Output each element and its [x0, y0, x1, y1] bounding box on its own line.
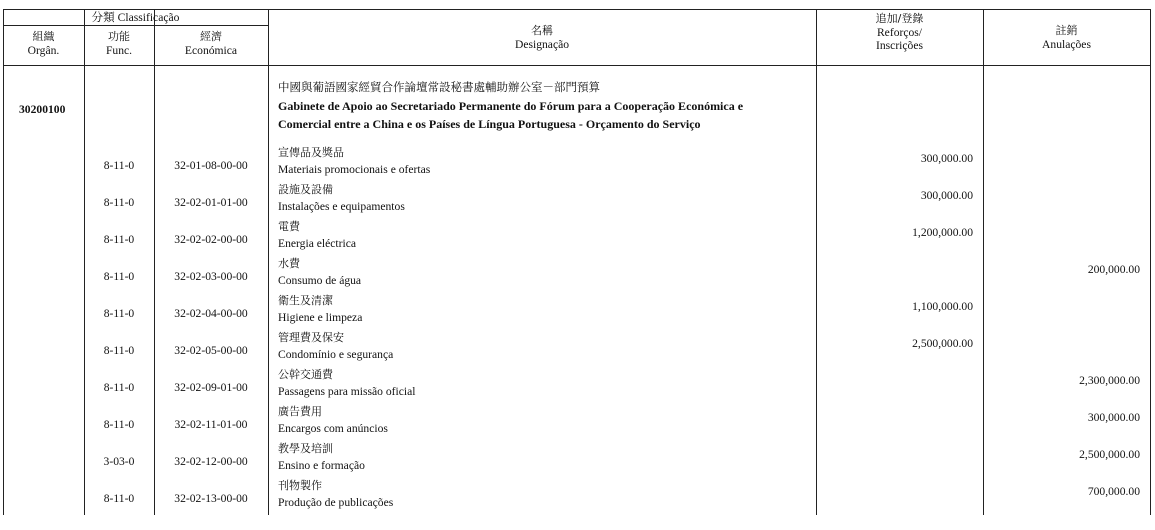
row-reinforcement-amount: 300,000.00 — [920, 152, 973, 165]
col-divider-organic — [84, 9, 85, 515]
row-designation-pt: Passagens para missão oficial — [278, 385, 416, 398]
row-designation-pt: Higiene e limpeza — [278, 311, 363, 324]
row-annulment-amount: 2,300,000.00 — [1079, 374, 1140, 387]
row-economic-code: 32-02-13-00-00 — [174, 492, 248, 505]
row-designation-pt: Ensino e formação — [278, 459, 365, 472]
row-functional-code: 8-11-0 — [103, 344, 135, 357]
classification-header: 分類 Classificação — [91, 11, 180, 24]
row-designation-pt: Produção de publicações — [278, 496, 394, 509]
row-functional-code: 8-11-0 — [103, 307, 135, 320]
row-designation-pt: Condomínio e segurança — [278, 348, 394, 361]
row-designation-zh: 衛生及清潔 — [278, 294, 333, 307]
row-designation-pt: Instalações e equipamentos — [278, 200, 405, 213]
row-annulment-amount: 2,500,000.00 — [1079, 448, 1140, 461]
row-functional-code: 8-11-0 — [103, 381, 135, 394]
col-divider-economic — [268, 9, 269, 515]
budget-table — [3, 9, 1151, 515]
row-economic-code: 32-02-11-01-00 — [174, 418, 248, 431]
row-designation-pt: Energia eléctrica — [278, 237, 356, 250]
department-name-pt-line2: Comercial entre a China e os Países de Língua Portuguesa - Orçamento do Serviço — [278, 117, 701, 131]
row-reinforcement-amount: 1,100,000.00 — [912, 300, 973, 313]
row-economic-code: 32-02-01-01-00 — [174, 196, 248, 209]
row-functional-code: 8-11-0 — [103, 270, 135, 283]
row-economic-code: 32-02-09-01-00 — [174, 381, 248, 394]
row-annulment-amount: 200,000.00 — [1087, 263, 1140, 276]
row-reinforcement-amount: 2,500,000.00 — [912, 337, 973, 350]
table-border-top — [3, 9, 1151, 10]
row-designation-zh: 設施及設備 — [278, 183, 333, 196]
functional-header: 功能 Func. — [105, 30, 133, 57]
row-annulment-amount: 700,000.00 — [1087, 485, 1140, 498]
row-designation-zh: 管理費及保安 — [278, 331, 344, 344]
row-functional-code: 8-11-0 — [103, 492, 135, 505]
department-name-zh: 中國與葡語國家經貿合作論壇常設秘書處輔助辦公室－部門預算 — [278, 80, 600, 94]
row-designation-zh: 廣告費用 — [278, 405, 322, 418]
row-designation-zh: 宣傳品及獎品 — [278, 146, 344, 159]
row-economic-code: 32-02-12-00-00 — [174, 455, 248, 468]
row-designation-zh: 電費 — [278, 220, 300, 233]
row-reinforcement-amount: 1,200,000.00 — [912, 226, 973, 239]
department-name-pt-line1: Gabinete de Apoio ao Secretariado Permanente do Fórum para a Cooperação Económica e — [278, 99, 744, 113]
row-economic-code: 32-01-08-00-00 — [174, 159, 248, 172]
row-economic-code: 32-02-02-00-00 — [174, 233, 248, 246]
row-designation-pt: Encargos com anúncios — [278, 422, 388, 435]
row-designation-zh: 公幹交通費 — [278, 368, 333, 381]
row-designation-pt: Consumo de água — [278, 274, 362, 287]
table-border-right — [1150, 9, 1151, 515]
row-functional-code: 8-11-0 — [103, 159, 135, 172]
economic-header: 經濟 Económica — [184, 30, 238, 57]
row-economic-code: 32-02-04-00-00 — [174, 307, 248, 320]
row-designation-zh: 水費 — [278, 257, 300, 270]
row-designation-zh: 刊物製作 — [278, 479, 322, 492]
row-economic-code: 32-02-05-00-00 — [174, 344, 248, 357]
row-reinforcement-amount: 300,000.00 — [920, 189, 973, 202]
row-functional-code: 8-11-0 — [103, 233, 135, 246]
row-designation-pt: Materiais promocionais e ofertas — [278, 163, 431, 176]
header-divider — [3, 65, 1151, 66]
table-border-left — [3, 9, 4, 515]
row-annulment-amount: 300,000.00 — [1087, 411, 1140, 424]
classification-divider — [3, 25, 268, 26]
row-functional-code: 3-03-0 — [103, 455, 135, 468]
row-designation-zh: 教學及培訓 — [278, 442, 333, 455]
designation-header: 名稱 Designação — [514, 24, 570, 51]
annulments-header: 註銷 Anulações — [1042, 24, 1091, 51]
col-divider-designation — [816, 9, 817, 515]
col-divider-reinforcements — [983, 9, 984, 515]
organic-header: 組織 Orgân. — [27, 30, 60, 57]
row-economic-code: 32-02-03-00-00 — [174, 270, 248, 283]
reinforcements-header: 追加/登錄 Reforços/ Inscrições — [875, 12, 924, 52]
department-code: 30200100 — [19, 103, 66, 116]
row-functional-code: 8-11-0 — [103, 196, 135, 209]
col-divider-functional — [154, 9, 155, 515]
row-functional-code: 8-11-0 — [103, 418, 135, 431]
